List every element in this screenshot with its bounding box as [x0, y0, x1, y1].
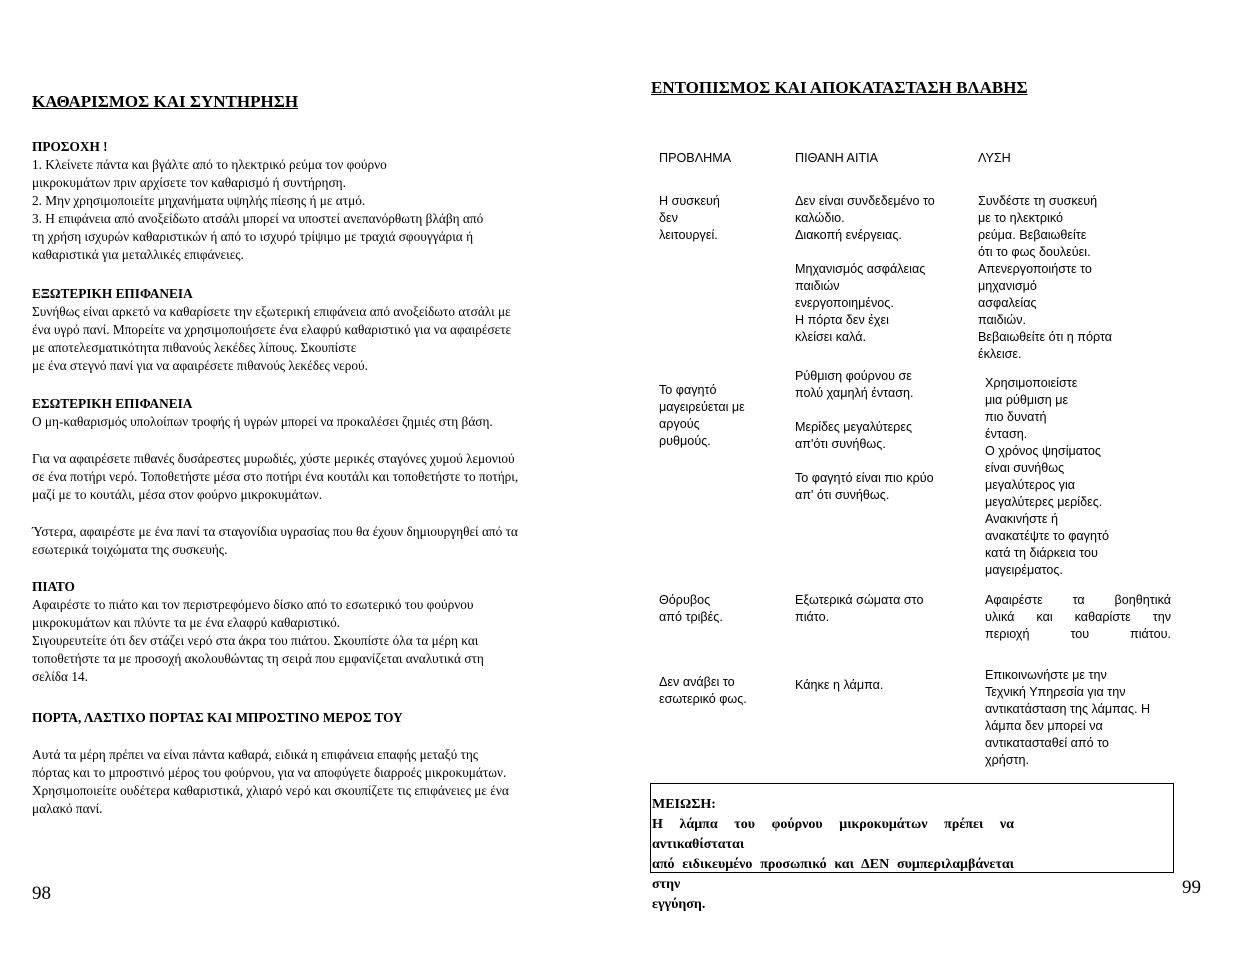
text-line: Ανακινήστε ή — [985, 512, 1059, 526]
note-line: Η λάμπα του φούρνου μικροκυμάτων πρέπει να αντικαθίσταται — [652, 817, 1014, 852]
note-line: εγγύηση. — [652, 897, 706, 912]
text-line: μηχανισμό — [978, 279, 1037, 293]
section-heading-interior: ΕΣΩΤΕΡΙΚΗ ΕΠΙΦΑΝΕΙΑ — [32, 396, 193, 411]
text-line: Σιγουρευτείτε ότι δεν στάζει νερό στα άκρα του πιάτου. Σκουπίστε όλα τα μέρη και — [32, 633, 479, 648]
text-line: Απενεργοποιήστε το — [978, 262, 1092, 276]
table-header-problem: ΠΡΟΒΛΗΜΑ — [659, 151, 732, 165]
text-line: καλώδιο. — [795, 211, 845, 225]
text-line: με ένα στεγνό πανί για να αφαιρέσετε πιθανούς λεκέδες νερού. — [32, 358, 368, 373]
table-header-cause: ΠΙΘΑΝΗ ΑΙΤΙΑ — [795, 151, 879, 165]
text-line: απ' ότι συνήθως. — [795, 488, 890, 502]
text-line: με το ηλεκτρικό — [978, 211, 1063, 225]
text-line: πιάτο. — [795, 610, 830, 624]
text-line: χρήστη. — [985, 753, 1030, 767]
table-cell-solution — [985, 375, 1185, 579]
text-line: Χρησιμοποιείτε ουδέτερα καθαριστικά, χλιαρό νερό και σκουπίζετε τις επιφάνειες με ένα — [32, 783, 509, 798]
table-cell-solution — [978, 193, 1178, 363]
page-title-cleaning: ΚΑΘΑΡΙΣΜΟΣ ΚΑΙ ΣΥΝΤΗΡΗΣΗ — [32, 92, 299, 111]
table-cell-cause — [795, 368, 965, 504]
text-line: Η πόρτα δεν έχει — [795, 313, 889, 327]
page-number-left: 98 — [32, 883, 51, 904]
section-heading-exterior: ΕΞΩΤΕΡΙΚΗ ΕΠΙΦΑΝΕΙΑ — [32, 286, 193, 301]
text-line: αντικατάσταση της λάμπας. Η — [985, 702, 1151, 716]
text-line: είναι συνήθως — [985, 461, 1065, 475]
text-line: αργούς — [659, 417, 700, 431]
text-line: Τεχνική Υπηρεσία για την — [985, 685, 1126, 699]
text-line: Αυτά τα μέρη πρέπει να είναι πάντα καθαρά, ειδικά η επιφάνεια επαφής μεταξύ της — [32, 747, 479, 762]
text-line: πολύ χαμηλή ένταση. — [795, 386, 914, 400]
text-line: τη χρήση ισχυρών καθαριστικών ή από το ισχυρό τρίψιμο με τραχιά σφουγγάρια ή — [32, 229, 474, 244]
text-line: μεγαλύτερος για — [985, 478, 1076, 492]
table-cell-solution — [985, 592, 1171, 643]
text-line: παιδιών — [795, 279, 840, 293]
text-line: Για να αφαιρέσετε πιθανές δυσάρεστες μυρωδιές, χύστε μερικές σταγόνες χυμού λεμονιού — [32, 451, 515, 466]
section-heading-plate: ΠΙΑΤΟ — [32, 579, 75, 594]
section-warning — [32, 138, 610, 264]
table-cell-cause — [795, 677, 965, 694]
text-line: τοποθετήστε τα με προσοχή ακολουθώντας τη σειρά που εμφανίζεται αναλυτικά στη — [32, 651, 484, 666]
text-line: Ρύθμιση φούρνου σε — [795, 369, 912, 383]
text-line: έκλεισε. — [978, 347, 1022, 361]
note-box — [650, 783, 1174, 912]
text-line: κλείσει καλά. — [795, 330, 866, 344]
text-line: 2. Μην χρησιμοποιείτε μηχανήματα υψηλής πίεσης ή με ατμό. — [32, 193, 366, 208]
text-line: Κάηκε η λάμπα. — [795, 678, 884, 692]
text-line: σε ένα ποτήρι νερό. Τοποθετήστε μέσα στο ποτήρι ένα κουτάλι και τοποθετήστε το ποτήρι, — [32, 469, 519, 484]
text-line: πόρτας και το μπροστινό μέρος του φούρνου, για να αποφύγετε διαρροές μικροκυμάτων. — [32, 765, 507, 780]
text-line: μικροκυμάτων και πλύντε τα με ένα ελαφρύ καθαριστικό. — [32, 615, 341, 630]
text-line: σελίδα 14. — [32, 669, 88, 684]
text-line — [795, 453, 965, 470]
section-interior-moisture — [32, 523, 610, 559]
section-exterior — [32, 285, 610, 375]
text-line: κατά τη διάρκεια του — [985, 546, 1098, 560]
text-line: Δεν ανάβει το — [659, 675, 735, 689]
text-line: 3. Η επιφάνεια από ανοξείδωτο ατσάλι μπορεί να υποστεί ανεπανόρθωτη βλάβη από — [32, 211, 484, 226]
table-cell-solution — [985, 667, 1185, 769]
text-line: ενεργοποιημένος. — [795, 296, 894, 310]
text-line: Αφαιρέστε το πιάτο και τον περιστρεφόμενο δίσκο από το εσωτερικό του φούρνου — [32, 597, 474, 612]
text-line: μεγαλύτερες μερίδες. — [985, 495, 1103, 509]
text-line: Εξωτερικά σώματα στο — [795, 593, 924, 607]
page-title-troubleshooting: ΕΝΤΟΠΙΣΜΟΣ ΚΑΙ ΑΠΟΚΑΤΑΣΤΑΣΗ ΒΛΑΒΗΣ — [651, 78, 1028, 97]
text-line: ένα υγρό πανί. Μπορείτε να χρησιμοποιήσετε ένα ελαφρύ καθαριστικό για να αφαιρέσετε — [32, 322, 512, 337]
text-line: εσωτερικό φως. — [659, 692, 747, 706]
right-page — [617, 0, 1235, 954]
text-line: μαζί με το κουτάλι, μέσα στον φούρνο μικροκυμάτων. — [32, 487, 323, 502]
text-line: μια ρύθμιση με — [985, 393, 1069, 407]
note-line: από ειδικευμένο προσωπικό και ΔΕΝ συμπεριλαμβάνεται στην — [652, 857, 1014, 892]
text-line: μικροκυμάτων πριν αρχίσετε τον καθαρισμό ή συντήρηση. — [32, 175, 346, 190]
text-line: Βεβαιωθείτε ότι η πόρτα — [978, 330, 1113, 344]
table-cell-cause — [795, 592, 965, 626]
text-line: αντικατασταθεί από το — [985, 736, 1109, 750]
section-body-interior — [32, 413, 610, 431]
text-line: Δεν είναι συνδεδεμένο το — [795, 194, 935, 208]
section-interior-odors — [32, 450, 610, 504]
text-line: ασφαλείας — [978, 296, 1037, 310]
text-line: μαγειρεύεται με — [659, 400, 745, 414]
text-line: Η συσκευή — [659, 194, 720, 208]
text-line: Θόρυβος — [659, 593, 711, 607]
table-cell-cause — [795, 193, 965, 346]
text-line: Διακοπή ενέργειας. — [795, 228, 902, 242]
text-line: από τριβές. — [659, 610, 723, 624]
section-heading-warning: ΠΡΟΣΟΧΗ ! — [32, 139, 108, 154]
text-line: 1. Κλείνετε πάντα και βγάλτε από το ηλεκτρικό ρεύμα τον φούρνο — [32, 157, 387, 172]
table-cell-problem — [659, 674, 779, 708]
text-line: περιοχή του πιάτου. — [985, 627, 1171, 641]
text-line — [795, 244, 965, 261]
text-line: με αποτελεσματικότητα πιθανούς λεκέδες λίπους. Σκουπίστε — [32, 340, 357, 355]
text-line: απ'ότι συνήθως. — [795, 437, 886, 451]
section-body-door — [32, 746, 610, 818]
text-line: Αφαιρέστε τα βοηθητικά — [985, 593, 1171, 607]
section-plate — [32, 578, 610, 686]
section-interior — [32, 395, 610, 431]
text-line: Επικοινωνήστε με την — [985, 668, 1107, 682]
text-line: καθαριστικά για μεταλλικές επιφάνειες. — [32, 247, 244, 262]
page-number-right: 99 — [1182, 877, 1201, 898]
text-line: Το φαγητό είναι πιο κρύο — [795, 471, 934, 485]
text-line: λάμπα δεν μπορεί να — [985, 719, 1103, 733]
text-line: εσωτερικά τοιχώματα της συσκευής. — [32, 542, 228, 557]
table-cell-problem — [659, 193, 779, 244]
text-line: ρυθμούς. — [659, 434, 711, 448]
text-line: Ο χρόνος ψησίματος — [985, 444, 1101, 458]
text-line: Το φαγητό — [659, 383, 717, 397]
text-line: Συνήθως είναι αρκετό να καθαρίσετε την εξωτερική επιφάνεια από ανοξείδωτο ατσάλι με — [32, 304, 511, 319]
section-body-plate — [32, 596, 610, 686]
section-body-interior-odors — [32, 450, 610, 504]
text-line — [795, 402, 965, 419]
text-line: μαλακό πανί. — [32, 801, 103, 816]
section-body-exterior — [32, 303, 610, 375]
text-line: ρεύμα. Βεβαιωθείτε — [978, 228, 1087, 242]
table-cell-problem — [659, 592, 779, 626]
text-line: ένταση. — [985, 427, 1028, 441]
section-body-warning — [32, 156, 610, 264]
text-line: υλικά και καθαρίστε την — [985, 610, 1171, 624]
text-line: λειτουργεί. — [659, 228, 718, 242]
section-door-body — [32, 746, 610, 818]
section-heading-door: ΠΟΡΤΑ, ΛΑΣΤΙΧΟ ΠΟΡΤΑΣ ΚΑΙ ΜΠΡΟΣΤΙΝΟ ΜΕΡΟΣ ΤΟΥ — [32, 710, 403, 725]
table-header-solution: ΛΥΣΗ — [978, 151, 1011, 165]
text-line: Μηχανισμός ασφάλειας — [795, 262, 926, 276]
text-line: παιδιών. — [978, 313, 1027, 327]
text-line: μαγειρέματος. — [985, 563, 1063, 577]
table-cell-problem — [659, 382, 779, 450]
text-line: Ύστερα, αφαιρέστε με ένα πανί τα σταγονίδια υγρασίας που θα έχουν δημιουργηθεί από τα — [32, 524, 518, 539]
left-page — [0, 0, 617, 954]
text-line: δεν — [659, 211, 678, 225]
text-line: Ο μη-καθαρισμός υπολοίπων τροφής ή υγρών μπορεί να προκαλέσει ζημιές στη βάση. — [32, 414, 493, 429]
text-line: Χρησιμοποιείστε — [985, 376, 1078, 390]
text-line: Μερίδες μεγαλύτερες — [795, 420, 913, 434]
note-heading: ΜΕΙΩΣΗ: — [652, 797, 716, 812]
text-line: ότι το φως δουλεύει. — [978, 245, 1091, 259]
text-line: ανακατέψτε το φαγητό — [985, 529, 1109, 543]
text-line: πιο δυνατή — [985, 410, 1047, 424]
section-door — [32, 709, 610, 727]
text-line: Συνδέστε τη συσκευή — [978, 194, 1098, 208]
section-body-interior-moisture — [32, 523, 610, 559]
